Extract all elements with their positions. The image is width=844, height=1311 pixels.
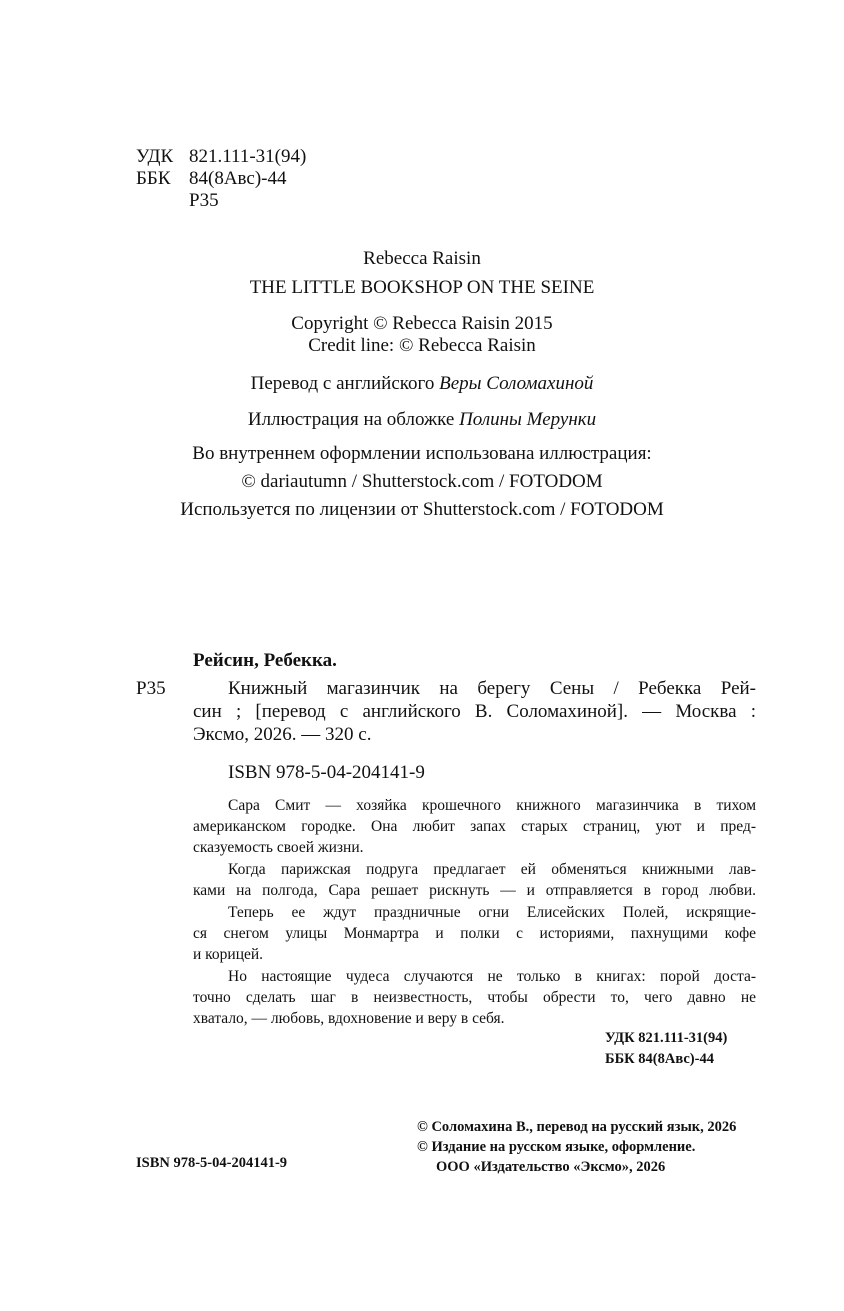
footer-copyright-edition: © Издание на русском языке, оформление.: [417, 1139, 696, 1155]
annotation-line: сказуемость своей жизни.: [193, 839, 364, 856]
cover-prefix: Иллюстрация на обложке: [247, 409, 455, 430]
annotation-line: ся снегом улицы Монмартра и полки с историями, пахнущими кофе: [193, 925, 756, 942]
translator-credit: [0, 372, 844, 395]
footer-isbn: ISBN 978-5-04-204141-9: [136, 1155, 288, 1171]
interior-credit-line2: © dariautumn / Shutterstock.com / FOTODOM: [241, 471, 603, 492]
cover-credit: [0, 408, 844, 431]
catalog-line3: Эксмо, 2026. — 320 с.: [193, 724, 372, 745]
annotation-udk: УДК 821.111-31(94): [605, 1030, 728, 1046]
annotation-line: Когда парижская подруга предлагает ей обменяться книжными лав-: [228, 861, 756, 878]
original-author: Rebecca Raisin: [363, 248, 481, 269]
annotation-line: и корицей.: [193, 946, 264, 963]
udk-value: 821.111-31(94): [189, 146, 307, 167]
bbk-value: 84(8Авс)-44: [189, 168, 287, 189]
annotation-line: хватало, — любовь, вдохновение и веру в себя.: [193, 1010, 505, 1027]
catalog-line2: син ; [перевод с английского В. Соломахиной]. — Москва :: [193, 701, 756, 722]
annotation-line: Теперь ее ждут праздничные огни Елисейских Полей, искрящие-: [228, 904, 756, 921]
catalog-mark: Р35: [136, 678, 166, 699]
annotation-line: Сара Смит — хозяйка крошечного книжного магазинчика в тихом: [228, 797, 756, 814]
catalog-isbn: ISBN 978-5-04-204141-9: [228, 762, 425, 783]
annotation-line: ками на полгода, Сара решает рискнуть — и отправляется в город любви.: [193, 882, 756, 899]
author-mark: Р35: [189, 190, 219, 211]
credit-line: Credit line: © Rebecca Raisin: [308, 335, 536, 356]
translator-name: Веры Соломахиной: [439, 373, 594, 394]
annotation-line: американском городке. Она любит запах старых страниц, уют и пред-: [193, 818, 756, 835]
footer-copyright-translation: © Соломахина В., перевод на русский язык, 2026: [417, 1119, 737, 1135]
annotation-line: Но настоящие чудеса случаются не только в книгах: порой доста-: [228, 968, 756, 985]
catalog-heading: Рейсин, Ребекка.: [193, 650, 337, 671]
bbk-label: ББК: [136, 168, 171, 189]
annotation-bbk: ББК 84(8Авс)-44: [605, 1051, 714, 1067]
interior-credit-line1: Во внутреннем оформлении использована иллюстрация:: [192, 443, 652, 464]
annotation-line: точно сделать шаг в неизвестность, чтобы обрести то, чего давно не: [193, 989, 756, 1006]
original-copyright: Copyright © Rebecca Raisin 2015: [291, 313, 553, 334]
interior-credit-line3: Используется по лицензии от Shutterstock.com / FOTODOM: [180, 499, 664, 520]
footer-publisher: ООО «Издательство «Эксмо», 2026: [436, 1159, 666, 1175]
translator-prefix: Перевод с английского: [250, 373, 435, 394]
udk-label: УДК: [136, 146, 174, 167]
cover-artist: Полины Мерунки: [459, 409, 597, 430]
original-title: THE LITTLE BOOKSHOP ON THE SEINE: [249, 277, 595, 298]
catalog-line1: Книжный магазинчик на берегу Сены / Ребекка Рей-: [228, 678, 756, 699]
